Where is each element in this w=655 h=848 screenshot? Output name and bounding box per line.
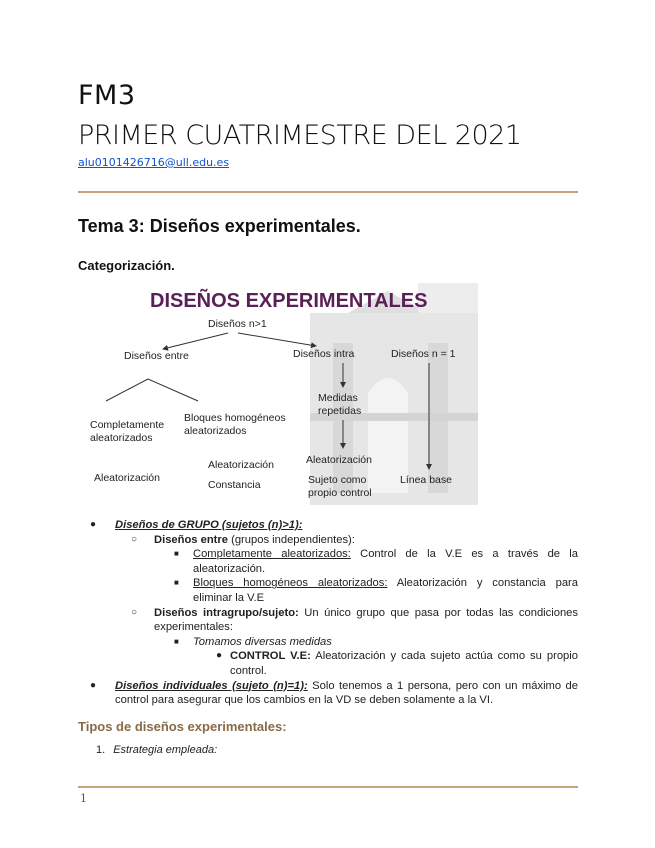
design-bullets [78, 518, 578, 708]
list-item [78, 649, 578, 678]
node-single: Diseños n = 1 [391, 348, 456, 360]
node-repeated-2: repetidas [318, 405, 362, 417]
list-item [78, 518, 578, 533]
measures-text: Tomamos diversas medidas [193, 635, 332, 648]
list-item [78, 679, 578, 708]
within-designs-title: Diseños intragrupo/sujeto: [154, 606, 299, 619]
bullet-circle: ○ [131, 606, 138, 618]
diagram-title: DISEÑOS EXPERIMENTALES [150, 290, 428, 312]
arrow-root-within [238, 333, 316, 346]
line-between-completely [106, 379, 148, 401]
bullet-square: ■ [174, 636, 179, 646]
header-divider [78, 191, 578, 193]
list-item [78, 635, 578, 650]
node-completely-2: aleatorizados [90, 432, 153, 444]
node-baseline: Línea base [400, 474, 452, 486]
line-between-blocks [148, 379, 198, 401]
list-item [78, 606, 578, 635]
control-ve-text: Aleatorización y cada sujeto actúa como su propio control. [230, 650, 578, 677]
node-subject-1: Sujeto como [308, 474, 367, 486]
numbered-item [96, 744, 217, 756]
bullet-square: ■ [174, 578, 179, 588]
page-number: 1 [80, 792, 87, 805]
individual-designs-title: Diseños individuales (sujeto (n)=1): [115, 679, 308, 692]
node-randomization-right: Aleatorización [306, 454, 372, 466]
experimental-designs-diagram [88, 283, 478, 505]
email-link[interactable]: alu0101426716@ull.edu.es [78, 156, 230, 169]
footer-divider [78, 786, 578, 788]
blocks-randomized-label: Bloques homogéneos aleatorizados: [193, 577, 388, 590]
blocks-randomized-text: Aleatorización y constancia para eliminar la V.E [193, 577, 578, 604]
group-designs-title: Diseños de GRUPO (sujetos (n)>1): [115, 519, 303, 531]
node-blocks-2: aleatorizados [184, 425, 247, 437]
section-title: Tema 3: Diseños experimentales. [78, 216, 361, 236]
item-text: Estrategia empleada: [113, 744, 218, 756]
list-item [78, 533, 578, 548]
node-randomization-mid: Aleatorización [208, 459, 274, 471]
node-randomization-left: Aleatorización [94, 472, 160, 484]
node-blocks-1: Bloques homogéneos [184, 412, 286, 424]
term-title: PRIMER CUATRIMESTRE DEL 2021 [78, 120, 522, 151]
node-constancy: Constancia [208, 479, 261, 491]
arrow-root-between [163, 333, 228, 349]
completely-randomized-text: Control de la V.E es a través de la aleatorización. [193, 548, 578, 575]
bullet-circle: ○ [131, 533, 138, 545]
list-item [78, 576, 578, 605]
node-between: Diseños entre [124, 350, 189, 362]
node-root: Diseños n>1 [208, 318, 267, 330]
control-ve-label: CONTROL V.E: [230, 650, 311, 663]
section-subtitle: Categorización. [78, 258, 175, 273]
bullet-square: ■ [174, 549, 179, 559]
node-repeated-1: Medidas [318, 392, 358, 404]
between-designs-text: (grupos independientes): [228, 533, 355, 546]
completely-randomized-label: Completamente aleatorizados: [193, 548, 351, 561]
list-item [78, 547, 578, 576]
bullet-disc: ● [216, 650, 223, 662]
node-subject-2: propio control [308, 487, 372, 499]
bullet-disc: ● [90, 679, 97, 691]
node-within: Diseños intra [293, 348, 355, 360]
node-completely-1: Completamente [90, 419, 165, 431]
within-designs-text: Un único grupo que pasa por todas las condiciones experimentales: [154, 606, 579, 634]
item-number: 1. [96, 744, 106, 756]
course-code: FM3 [78, 80, 136, 111]
design-types-heading: Tipos de diseños experimentales: [78, 719, 287, 734]
between-designs-title: Diseños entre [154, 533, 228, 546]
bullet-disc: ● [90, 519, 97, 530]
individual-designs-text: Solo tenemos a 1 persona, pero con un máximo de control para asegurar que los cambios en la VD se deben solamente a la VI. [115, 679, 578, 707]
